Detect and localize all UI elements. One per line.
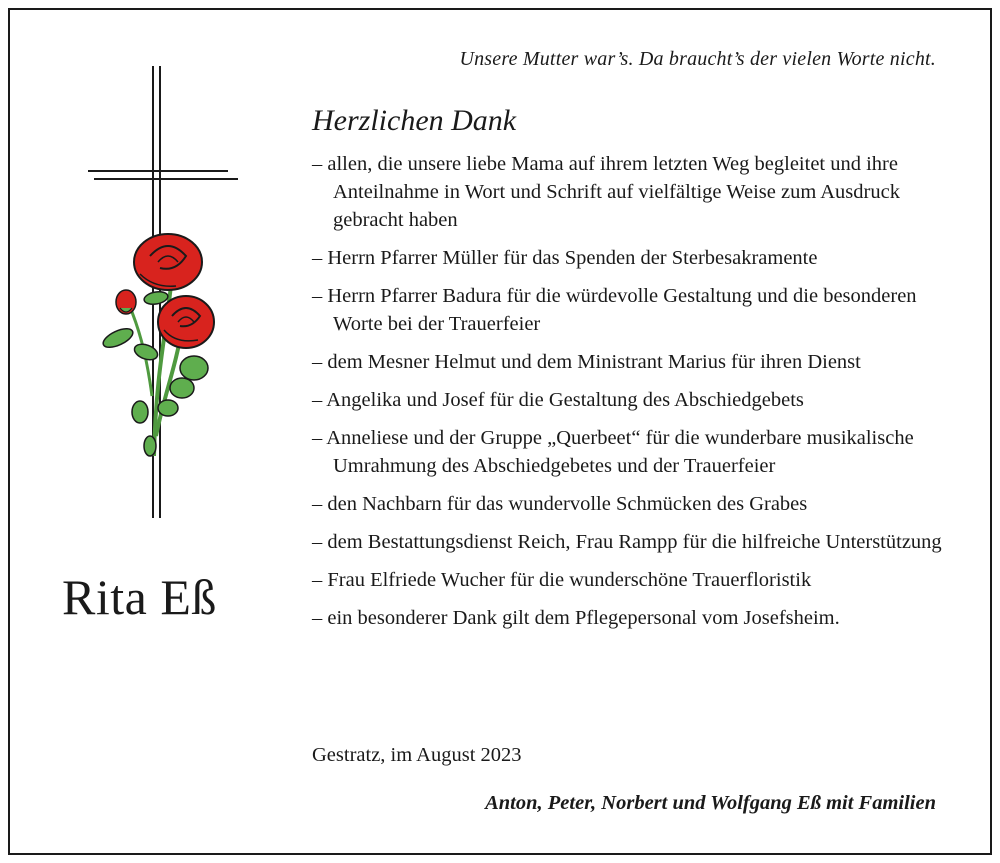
thanks-item: – Anneliese und der Gruppe „Querbeet“ für die wunderbare musikalische Umrahmung des Abschiedgebetes und der Trauerfeier	[312, 424, 942, 480]
place-date: Gestratz, im August 2023	[312, 744, 522, 766]
motto: Unsere Mutter war’s. Da braucht’s der vielen Worte nicht.	[459, 48, 936, 70]
thanks-item: – Frau Elfriede Wucher für die wunderschöne Trauerfloristik	[312, 566, 942, 594]
heading: Herzlichen Dank	[312, 104, 517, 137]
thanks-item: – dem Bestattungsdienst Reich, Frau Rampp für die hilfreiche Unterstützung	[312, 528, 942, 556]
thanks-item: – Herrn Pfarrer Müller für das Spenden der Sterbesakramente	[312, 244, 942, 272]
thanks-item: – Herrn Pfarrer Badura für die würdevolle Gestaltung und die besonderen Worte bei der Trauerfeier	[312, 282, 942, 338]
signature: Anton, Peter, Norbert und Wolfgang Eß mit Familien	[485, 792, 936, 814]
deceased-name: Rita Eß	[62, 569, 217, 625]
thanks-item: – ein besonderer Dank gilt dem Pflegepersonal vom Josefsheim.	[312, 604, 942, 632]
thanks-item: – allen, die unsere liebe Mama auf ihrem letzten Weg begleitet und ihre Anteilnahme in Wort und Schrift auf vielfältige Weise zum Ausdruck gebracht haben	[312, 150, 942, 234]
thanks-list	[312, 150, 942, 642]
cross-with-roses	[80, 66, 250, 526]
thanks-item: – den Nachbarn für das wundervolle Schmücken des Grabes	[312, 490, 942, 518]
cross-rose-icon	[80, 66, 250, 526]
thanks-item: – Angelika und Josef für die Gestaltung des Abschiedgebets	[312, 386, 942, 414]
thanks-item: – dem Mesner Helmut und dem Ministrant Marius für ihren Dienst	[312, 348, 942, 376]
